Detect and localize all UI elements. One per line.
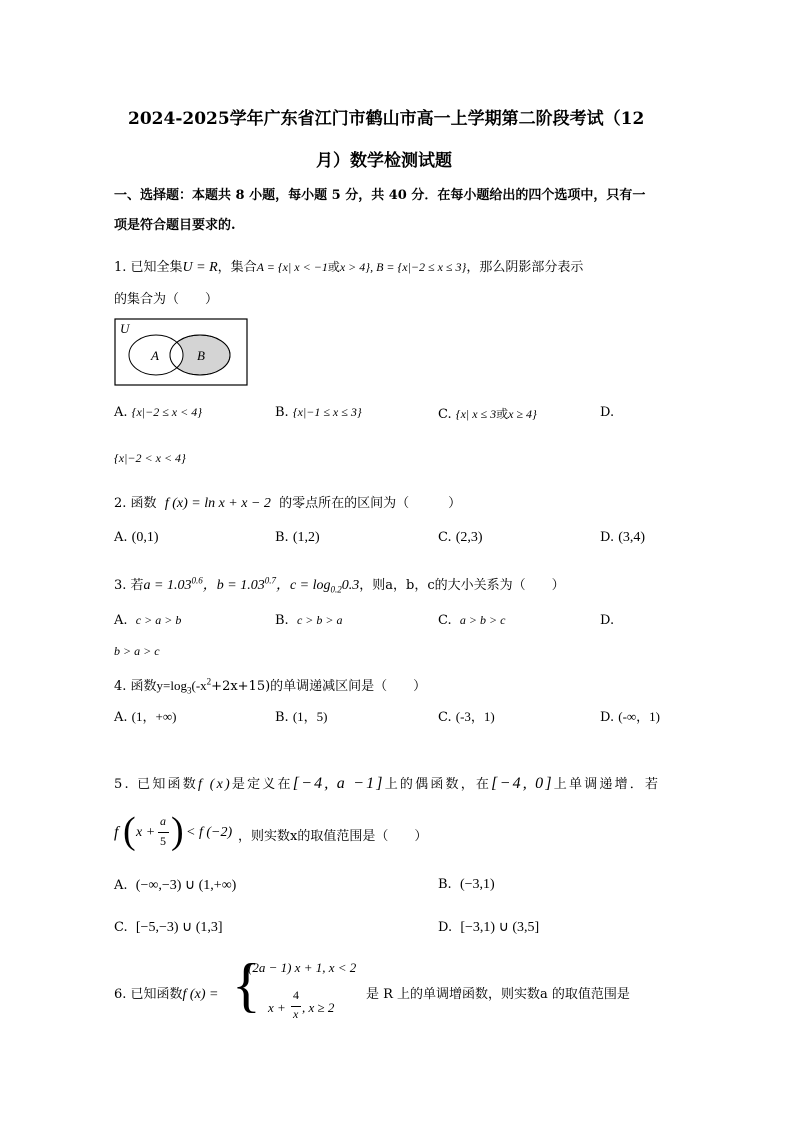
venn-label-u: U [120,321,130,336]
q5-option-d[interactable] [438,919,539,936]
q5-less-than: < f (−2) [186,825,233,840]
q3-b-exponent: 0.7 [264,575,276,586]
q1-option-c[interactable] [438,405,537,422]
option-value: (3,4) [618,530,646,545]
option-value: (-∞，1) [618,709,660,724]
q3-a-exponent: 0.6 [191,575,203,586]
q4-log-base: 3 [187,685,192,696]
q1-option-d-value [114,451,186,466]
option-label: B. [438,877,452,892]
q3-option-c[interactable] [438,613,505,628]
q2-stem [114,492,461,512]
q5-frac-den: 5 [160,834,166,848]
q5-option-a[interactable] [114,877,236,894]
q3-suffix: ，则a，b，c的大小关系为（ ） [359,578,565,593]
q1-option-a[interactable] [114,405,202,420]
q3-c-base: 0.2 [330,584,342,595]
q5-rparen: ) [171,810,184,852]
q3-prefix: 3. 若 [114,578,144,593]
option-value: (−3,1) [459,877,495,892]
option-label: A. [114,530,128,545]
q5-text-c: 上的偶函数，在 [384,777,492,792]
q5-function: f (x) [197,777,232,792]
q6-case-1: (2a − 1) x + 1, x < 2 [248,960,357,975]
option-label: C. [438,530,452,545]
option-value: {x|−2 < x < 4} [114,451,186,465]
option-label: B. [275,405,289,420]
q5-text-d: 上单调递增．若 [553,777,661,792]
option-label: C. [438,407,452,422]
option-label: D. [600,530,615,545]
option-label: D. [438,920,453,935]
option-value: {x|−2 ≤ x < 4} [131,405,203,419]
q6-function: f (x) = [182,987,219,1002]
option-value: (2,3) [455,530,483,545]
title-line-1: 2024-2025学年广东省江门市鹤山市高一上学期第二阶段考试（12 [128,109,645,129]
q4-option-b[interactable] [275,706,328,725]
option-value: [−3,1) ∪ (3,5] [460,920,540,935]
q5-line-1 [114,773,660,793]
q3-c: ，c = log [275,578,331,593]
q4-function: y=log [156,678,187,693]
option-value: (−∞,−3) ∪ (1,+∞) [135,878,237,893]
q6-frac-num: 4 [293,988,299,1002]
option-value: {x|−1 ≤ x ≤ 3} [292,405,362,419]
option-label: A. [114,405,128,420]
q4-exponent: 2 [206,676,212,687]
option-label: C. [438,710,452,725]
q4-option-a[interactable] [114,706,176,725]
q5-frac-bar [158,832,169,833]
option-value: a > b > c [459,613,506,627]
option-or: 或 [496,407,509,421]
q3-b: ，b = 1.03 [202,578,265,593]
q5-interval-1: [−4, a −1] [292,775,385,792]
option-value: (1，+∞) [131,709,177,724]
option-label: B. [275,613,289,628]
q4-option-d[interactable] [600,706,660,725]
q3-option-b[interactable] [275,613,342,628]
q3-option-a[interactable] [114,613,181,628]
option-label: D. [600,613,615,628]
q4-option-c[interactable] [438,706,495,725]
q5-prefix: 5. 已知函数 [114,777,198,792]
option-label: C. [438,613,452,628]
q5-x-plus: x + [136,825,156,840]
section-heading-line-1: 一、选择题：本题共 8 小题，每小题 5 分，共 40 分．在每小题给出的四个选项中，只有一 [114,188,646,203]
q3-option-d[interactable] [600,613,614,628]
q5-lparen: ( [123,810,136,852]
option-value: (-3，1) [455,709,495,724]
option-label: A. [114,878,128,893]
q1-option-b[interactable] [275,405,362,420]
q5-option-c[interactable] [114,919,223,936]
option-value: (1,2) [292,530,320,545]
q4-prefix: 4. 函数 [114,679,157,694]
option-label: B. [275,530,289,545]
q1-suffix: ，那么阴影部分表示 [466,260,584,275]
option-label: A. [114,613,128,628]
q5-frac-num: a [160,814,166,828]
option-label: B. [275,710,289,725]
section-heading-line-2: 项是符合题目要求的. [114,218,236,233]
option-value: (0,1) [131,530,159,545]
q5-text-b: 是定义在 [231,777,293,792]
q2-prefix: 2. 函数 [114,496,157,511]
q2-option-c[interactable] [438,530,483,546]
q6-prefix: 6. 已知函数 [114,987,183,1002]
q1-set-a-b: x > 4}, B = {x|−2 ≤ x ≤ 3} [339,260,467,274]
q5-interval-2: [−4, 0] [491,775,554,792]
q4-argument: (-x [191,678,207,693]
q6-case-2 [268,990,358,1022]
q1-universal-set: U = R [182,260,218,275]
option-value: [−5,−3) ∪ (1,3] [135,920,223,935]
option-value: {x| x ≤ 3 [455,407,497,421]
q2-suffix: 的零点所在的区间为（ ） [279,496,462,511]
q1-mid: ，集合 [217,260,257,275]
q6-case-2-x-plus: x + [268,1000,286,1015]
q4-stem [114,675,426,696]
q6-suffix: 是 R 上的单调增函数，则实数a 的取值范围是 [366,987,630,1002]
q5-suffix: ，则实数x的取值范围是（ ） [238,829,428,844]
q1-line-1 [114,256,583,276]
option-label: D. [600,710,615,725]
venn-label-b: B [197,348,205,363]
option-label: D. [600,405,615,420]
option-value: (1，5) [292,709,328,724]
option-value: b > a > c [114,644,160,658]
q1-prefix: 1. 已知全集 [114,260,183,275]
q2-option-b[interactable] [275,530,320,546]
venn-diagram [114,318,250,388]
option-label: A. [114,710,128,725]
q1-option-d[interactable] [600,405,614,420]
q6-brace: { [232,952,261,1018]
option-value: c > b > a [296,613,343,627]
q5-option-b[interactable] [438,877,495,893]
q3-stem [114,574,565,595]
q6-frac-den: x [293,1007,299,1021]
q6-prefix-line [114,983,218,1003]
q2-function: f (x) = ln x + x − 2 [164,496,271,511]
q3-c-arg: 0.3 [341,578,360,593]
venn-label-a: A [151,348,159,363]
option-value-b: x ≥ 4} [508,407,537,421]
q5-f: f [114,824,119,841]
q2-option-d[interactable] [600,530,645,546]
q1-line-2: 的集合为（ ） [114,292,219,307]
option-value: c > a > b [135,613,182,627]
q2-option-a[interactable] [114,530,159,546]
q4-suffix: +2x+15)的单调递减区间是（ ） [211,679,427,694]
q1-set-a: A = {x| x < −1 [256,260,328,274]
q3-option-d-value [114,644,160,659]
option-label: C. [114,920,128,935]
title-line-2: 月）数学检测试题 [316,151,452,171]
q1-or: 或 [327,260,340,274]
q6-case-2-cond: , x ≥ 2 [302,1000,335,1015]
q3-a: a = 1.03 [143,578,192,593]
